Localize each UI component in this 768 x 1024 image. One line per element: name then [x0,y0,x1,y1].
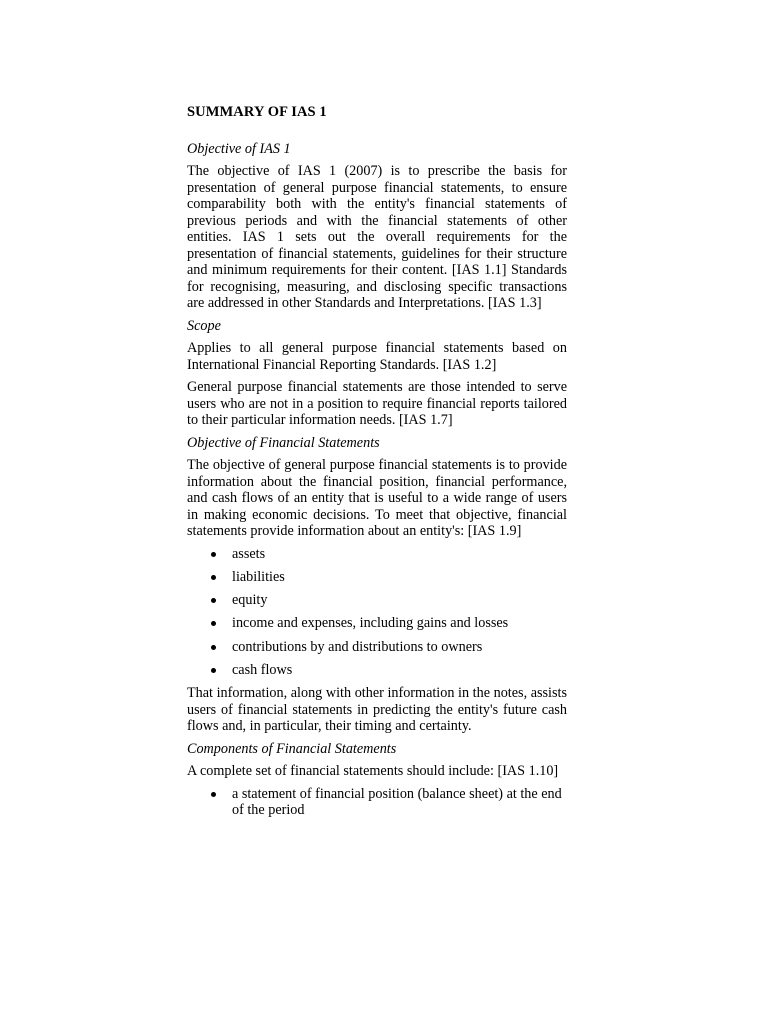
list-item [187,569,567,586]
bullet-icon [211,621,216,626]
list-item-text: contributions by and distributions to owners [232,638,483,655]
list-item-text: income and expenses, including gains and losses [232,615,509,632]
list-item-text: liabilities [232,568,285,585]
section-heading-objective-ias1: Objective of IAS 1 [187,140,291,157]
list-item [187,786,567,819]
list-item-text: equity [232,592,268,609]
section-heading-scope: Scope [187,317,221,334]
paragraph-objective-ias1: The objective of IAS 1 (2007) is to prescribe the basis for presentation of general purpose financial statements, to ensure comparability both with the entity's financial statements of previous periods and with the financial statements of other entities. IAS 1 sets out the overall requirements for the presentation of financial statements, guidelines for their structure and minimum requirements for their content. [IAS 1.1] Standards for recognising, measuring, and disclosing specific transactions are addressed in other Standards and Interpretations. [IAS 1.3] [187,163,567,311]
paragraph-scope-applies: Applies to all general purpose financial statements based on International Financial Reporting Standards. [IAS 1.2] [187,340,567,373]
list-item [187,639,567,656]
bullet-icon [211,645,216,650]
document-title: SUMMARY OF IAS 1 [187,104,327,120]
document-page [187,104,567,825]
paragraph-objective-fs-after: That information, along with other information in the notes, assists users of financial statements in predicting the entity's future cash flows and, in particular, their timing and certainty. [187,685,567,735]
bullet-icon [211,598,216,603]
list-item [187,546,567,563]
paragraph-components: A complete set of financial statements should include: [IAS 1.10] [187,763,559,780]
bullet-icon [211,792,216,797]
list-item-text: assets [232,545,266,562]
list-item [187,615,567,632]
list-item-text: cash flows [232,661,293,678]
list-item [187,662,567,679]
bullet-icon [211,552,216,557]
paragraph-objective-fs: The objective of general purpose financial statements is to provide information about the financial position, financial performance, and cash flows of an entity that is useful to a wide range of users in making economic decisions. To meet that objective, financial statements provide information about an entity's: [IAS 1.9] [187,457,567,539]
list-item [187,592,567,609]
list-item-text: a statement of financial position (balance sheet) at the end of the period [232,785,562,819]
paragraph-scope-general-purpose: General purpose financial statements are those intended to serve users who are not in a position to require financial reports tailored to their particular information needs. [IAS 1.7] [187,379,567,428]
bullet-list-entity-information [187,546,567,679]
bullet-icon [211,668,216,673]
section-heading-components: Components of Financial Statements [187,740,397,757]
bullet-list-components [187,786,567,819]
section-heading-objective-fs: Objective of Financial Statements [187,434,380,451]
bullet-icon [211,575,216,580]
